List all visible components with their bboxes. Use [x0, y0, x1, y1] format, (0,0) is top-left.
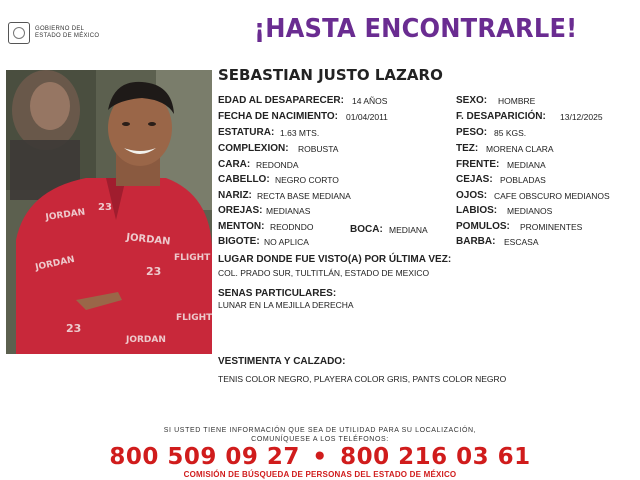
cheekbones-label: POMULOS: — [456, 221, 510, 232]
forehead-label: FRENTE: — [456, 159, 500, 170]
hoodie-print-text: 23 — [66, 322, 82, 335]
contact-note-line1: SI USTED TIENE INFORMACIÓN QUE SEA DE UTILIDAD PARA SU LOCALIZACIÓN, — [163, 427, 477, 434]
missing-person-photo — [6, 70, 212, 354]
height-value: 1.63 MTS. — [280, 128, 320, 138]
last-seen-label: LUGAR DONDE FUE VISTO(A) POR ÚLTIMA VEZ: — [218, 254, 452, 265]
headline: ¡HASTA ENCONTRARLE! — [254, 14, 578, 44]
ears-label: OREJAS: — [218, 205, 263, 216]
hoodie-print-text: FLIGHT — [176, 313, 212, 323]
nose-value: RECTA BASE MEDIANA — [257, 191, 351, 201]
chin-value: REODNDO — [270, 222, 314, 232]
government-line1: GOBIERNO DEL — [35, 26, 85, 32]
forehead-value: MEDIANA — [507, 160, 546, 170]
hoodie-print-text: JORDAN — [125, 232, 171, 248]
eyes-label: OJOS: — [456, 190, 488, 201]
hoodie-print-text: 23 — [98, 202, 112, 213]
mouth-label: BOCA: — [350, 224, 383, 235]
face-value: REDONDA — [256, 160, 299, 170]
beard-label: BARBA: — [456, 236, 496, 247]
distinguishing-marks-label: SENAS PARTICULARES: — [218, 288, 337, 299]
chin-label: MENTON: — [218, 221, 265, 232]
mustache-label: BIGOTE: — [218, 236, 260, 247]
age-value: 14 AÑOS — [352, 96, 388, 106]
ears-value: MEDIANAS — [266, 206, 311, 216]
person-photo-illustration — [6, 70, 212, 354]
hoodie-print-text: JORDAN — [34, 254, 76, 273]
weight-label: PESO: — [456, 127, 488, 138]
distinguishing-marks-value: LUNAR EN LA MEJILLA DERECHA — [218, 300, 354, 310]
mouth-value: MEDIANA — [389, 225, 428, 235]
birthdate-label: FECHA DE NACIMIENTO: — [218, 111, 338, 122]
hoodie-print-text: FLIGHT — [174, 253, 211, 263]
face-label: CARA: — [218, 159, 251, 170]
government-line2: ESTADO DE MÉXICO — [35, 33, 100, 39]
phone-number-2[interactable]: 800 216 03 61 — [340, 444, 531, 470]
nose-label: NARIZ: — [218, 190, 252, 201]
government-logo — [8, 22, 99, 44]
birthdate-value: 01/04/2011 — [346, 112, 388, 122]
age-label: EDAD AL DESAPARECER: — [218, 95, 344, 106]
hair-value: NEGRO CORTO — [275, 175, 339, 185]
height-label: ESTATURA: — [218, 127, 275, 138]
eyebrows-label: CEJAS: — [456, 174, 493, 185]
build-label: COMPLEXION: — [218, 143, 289, 154]
phone-numbers — [0, 444, 640, 470]
mustache-value: NO APLICA — [264, 237, 309, 247]
contact-note-line2: COMUNÍQUESE A LOS TELÉFONOS: — [251, 436, 389, 443]
phone-number-1[interactable]: 800 509 09 27 — [109, 444, 300, 470]
disappearance-date-value: 13/12/2025 — [560, 112, 603, 122]
lips-label: LABIOS: — [456, 205, 498, 216]
build-value: ROBUSTA — [298, 144, 339, 154]
disappearance-date-label: F. DESAPARICIÓN: — [456, 111, 546, 122]
commission-name: COMISIÓN DE BÚSQUEDA DE PERSONAS DEL ESTADO DE MÉXICO — [183, 470, 457, 479]
person-name: SEBASTIAN JUSTO LAZARO — [218, 66, 443, 84]
weight-value: 85 KGS. — [494, 128, 527, 138]
hoodie-print-text: JORDAN — [45, 207, 86, 223]
complexion-tone-value: MORENA CLARA — [486, 144, 554, 154]
seal-icon — [8, 22, 30, 44]
clothing-label: VESTIMENTA Y CALZADO: — [218, 356, 346, 367]
sex-label: SEXO: — [456, 95, 488, 106]
cheekbones-value: PROMINENTES — [520, 222, 583, 232]
sex-value: HOMBRE — [498, 96, 536, 106]
last-seen-value: COL. PRADO SUR, TULTITLÁN, ESTADO DE MEXICO — [218, 268, 430, 278]
eyebrows-value: POBLADAS — [500, 175, 546, 185]
beard-value: ESCASA — [504, 237, 539, 247]
hoodie-print-text: JORDAN — [126, 335, 166, 345]
clothing-value: TENIS COLOR NEGRO, PLAYERA COLOR GRIS, PANTS COLOR NEGRO — [218, 374, 507, 384]
complexion-tone-label: TEZ: — [456, 143, 479, 154]
lips-value: MEDIANOS — [507, 206, 553, 216]
phone-separator: • — [312, 444, 328, 470]
eyes-value: CAFE OBSCURO MEDIANOS — [494, 191, 610, 201]
hoodie-print-text: 23 — [146, 265, 162, 278]
hair-label: CABELLO: — [218, 174, 270, 185]
